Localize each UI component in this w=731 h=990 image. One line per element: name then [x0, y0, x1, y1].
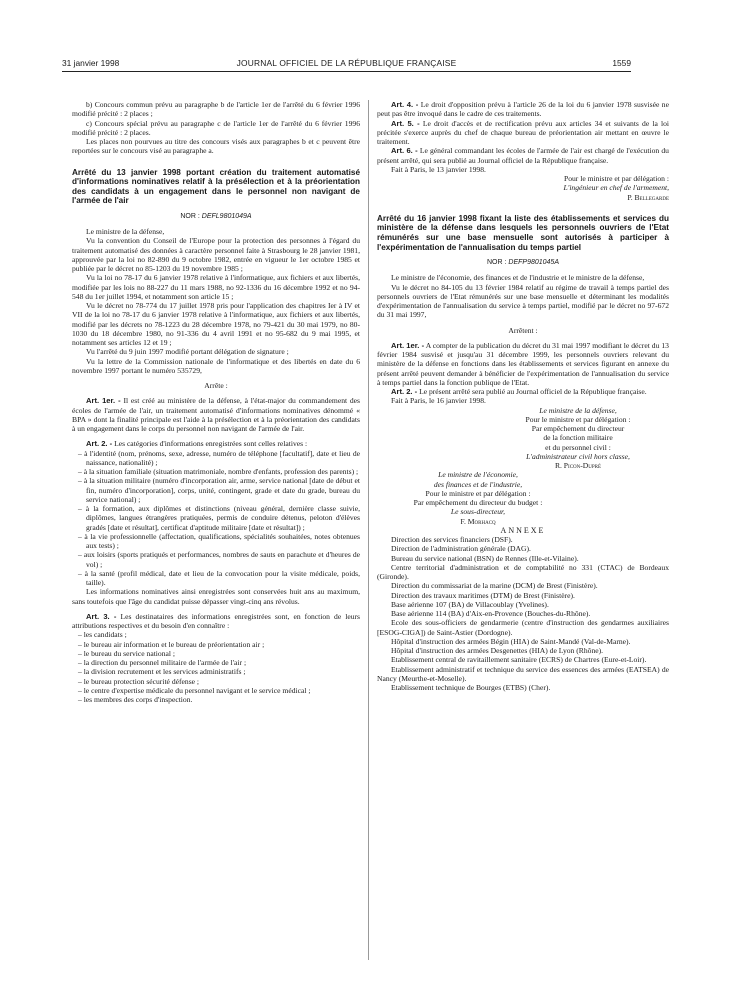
- paragraph: Le ministre de l'économie, des finances et de l'industrie et le ministre de la défense,: [391, 273, 645, 283]
- list-item: – à la situation familiale (situation matrimoniale, nombre d'enfants, profession des parents) ;: [78, 467, 359, 477]
- column-divider: [368, 100, 369, 960]
- article-label: Art. 6. -: [391, 146, 418, 156]
- article-text: Le général commandant les écoles de l'armée de l'air est chargé de l'exécution du présent arrêté, qui sera publié au Journal officiel de la République française.: [377, 146, 669, 165]
- annex-item: Ecole des sous-officiers de gendarmerie (centre d'instruction des gendarmes auxiliaires [ESOG-CIGA]) de Saint-Astier (Dordogne).: [377, 618, 669, 637]
- decree-title: Arrêté du 13 janvier 1998 portant création du traitement automatisé d'informations nominatives relatif à la présélection et à la préorientation des candidats à un engagement dans le personnel non navigant de l'armée de l'air: [72, 167, 360, 206]
- annex-heading: ANNEXE: [500, 525, 546, 535]
- article-label: Art. 2. -: [86, 439, 113, 449]
- article-2: [72, 439, 360, 448]
- header-rule: [62, 71, 631, 72]
- annex-item: Direction du commissariat de la marine (DCM) de Brest (Finistère).: [391, 581, 598, 591]
- paragraph: Les informations nominatives ainsi enregistrées sont conservées huit ans au maximum, sans toutefois que l'âge du candidat puisse dépasser vingt-cinq ans révolus.: [72, 587, 360, 606]
- annex-item: Etablissement central de ravitaillement sanitaire (ECRS) de Chartres (Eure-et-Loir).: [391, 655, 647, 665]
- left-column: [72, 100, 360, 704]
- arrete-heading: Arrête :: [204, 381, 228, 391]
- nor-code: DEFP9801045A: [508, 259, 559, 267]
- list-item: – à la situation militaire (numéro d'incorporation air, arme, service national [date de début et fin, numéro d'incorporation], corps, unité, contingent, grade et date du grade, bureau du service national) ;: [78, 476, 360, 504]
- annex-item: Direction des services financiers (DSF).: [391, 535, 513, 545]
- article-text: Le droit d'opposition prévu à l'article 26 de la loi du 6 janvier 1978 susvisée ne peut pas être invoqué dans le cadre de ces traitements.: [377, 100, 669, 119]
- article-text: Le présent arrêté sera publié au Journal officiel de la République française.: [419, 387, 647, 397]
- signature-line: Pour le ministre et par délégation :: [425, 488, 531, 498]
- list-item: – à la santé (profil médical, date et lieu de la convocation pour la visite médicale, poids, taille).: [78, 568, 360, 588]
- article-text: Les catégories d'informations enregistrées sont celles relatives :: [114, 439, 308, 449]
- header-page-number: 1559: [612, 58, 631, 68]
- list-item: – le bureau du service national ;: [78, 648, 175, 658]
- annex-item: Etablissement administratif et technique du service des essences des armées (EATSEA) de Nancy (Meurthe-et-Moselle).: [377, 664, 669, 683]
- nor-label: NOR :: [180, 212, 200, 220]
- signature-line: de la fonction militaire: [543, 433, 613, 443]
- signature-line: L'administrateur civil hors classe,: [526, 451, 630, 461]
- nor-code: DEFL9801049A: [201, 212, 252, 220]
- signature-block-economy: [377, 470, 579, 526]
- list-item: – les membres des corps d'inspection.: [78, 695, 193, 705]
- annex-item: Direction des travaux maritimes (DTM) de Brest (Finistère).: [391, 590, 575, 600]
- annex-item: Etablissement technique de Bourges (ETBS) (Cher).: [391, 683, 551, 693]
- list-item: – le centre d'expertise médicale du personnel navigant et le service médical ;: [78, 685, 311, 695]
- nor-reference: [72, 212, 360, 221]
- page-header: [62, 58, 631, 72]
- annex-item: Centre territorial d'administration et de comptabilité no 331 (CTAC) de Bordeaux (Gironde).: [377, 562, 669, 582]
- article-6: [377, 146, 669, 165]
- paragraph: b) Concours commun prévu au paragraphe b de l'article 1er de l'arrêté du 6 février 1996 modifié précité : 2 places ;: [72, 100, 360, 119]
- paragraph: Le ministre de la défense,: [86, 227, 165, 237]
- article-4: [377, 100, 669, 119]
- signature-line: Pour le ministre et par délégation :: [563, 174, 669, 183]
- article-2: [377, 387, 669, 396]
- arretent-heading: Arrêtent :: [508, 325, 538, 335]
- signature-line: Le ministre de la défense,: [539, 405, 617, 415]
- article-text: Il est créé au ministère de la défense, à l'état-major du commandement des écoles de l'armée de l'air, un traitement automatisé d'informations nominatives dénommé « BPA » dont la finalité principale est l'aide à la présélection et à la préorientation des candidats à un engagement dans le corps du personnel non navigant de l'armée de l'air.: [72, 396, 361, 434]
- list-item: – le bureau protection sécurité défense ;: [78, 676, 200, 686]
- annex-item: Bureau du service national (BSN) de Rennes (Ille-et-Vilaine).: [391, 553, 579, 563]
- signature-block-defense: [487, 406, 669, 471]
- signatory-name: P. Bellegarde: [627, 192, 669, 202]
- list-item: – les candidats ;: [78, 630, 127, 640]
- right-column: [377, 100, 669, 692]
- paragraph: Vu la convention du Conseil de l'Europe pour la protection des personnes à l'égard du traitement automatisé des données à caractère personnel faite à Strasbourg le 28 janvier 1981, approuvée par la loi no 82-890 du 9 octobre 1982, entrée en vigueur le 1er octobre 1985 et publiée par le décret no 85-1203 du 19 novembre 1985 ;: [72, 236, 360, 274]
- annex-item: Base aérienne 107 (BA) de Villacoublay (Yvelines).: [391, 599, 549, 609]
- article-label: Art. 4. -: [391, 100, 419, 109]
- signature-line: des finances et de l'industrie,: [433, 479, 523, 489]
- paragraph: Vu la lettre de la Commission nationale de l'informatique et des libertés en date du 6 novembre 1997 portant le numéro 535729,: [72, 356, 360, 375]
- signature-line: Le sous-directeur,: [450, 507, 506, 517]
- header-journal-title: JOURNAL OFFICIEL DE LA RÉPUBLIQUE FRANÇAISE: [236, 58, 457, 68]
- header-date: 31 janvier 1998: [62, 58, 120, 68]
- signature-line: Par empêchement du directeur du budget :: [413, 498, 543, 508]
- paragraph: c) Concours spécial prévu au paragraphe c de l'article 1er de l'arrêté du 6 février 1996 modifié précité : 2 places.: [72, 118, 360, 137]
- article-label: Art. 2. -: [391, 387, 418, 397]
- article-text: Les destinataires des informations enregistrées sont, en fonction de leurs attributions respectives et du besoin d'en connaître :: [72, 611, 360, 631]
- article-label: Art. 5. -: [391, 118, 420, 128]
- article-5: [377, 119, 669, 147]
- annex-item: Hôpital d'instruction des armées Desgenettes (HIA) de Lyon (Rhône).: [391, 646, 604, 656]
- article-text: A compter de la publication du décret du 31 mai 1997 modifiant le décret du 13 février 1984 susvisé et jusqu'au 31 décembre 1999, les personnels ouvriers relevant du ministère de la défense en fonctions dans les établissements et services figurant en annexe du présent arrêté peuvent demander à bénéficier de l'expérimentation de l'annualisation du service à temps partiel dans la fonction publique de l'Etat.: [377, 340, 669, 387]
- paragraph: Les places non pourvues au titre des concours visés aux paragraphes b et c peuvent être reportées sur le concours visé au paragraphe a.: [72, 137, 360, 156]
- paragraph: Vu l'arrêté du 9 juin 1997 modifié portant délégation de signature ;: [86, 347, 289, 357]
- nor-reference: [377, 258, 669, 267]
- signature-line: et du personnel civil :: [545, 442, 611, 452]
- annex-item: Base aérienne 114 (BA) d'Aix-en-Provence (Bouches-du-Rhône).: [391, 609, 591, 619]
- paragraph: Vu le décret no 78-774 du 17 juillet 1978 pris pour l'application des chapitres Ier à IV et VII de la loi no 78-17 du 6 janvier 1978 relative à l'informatique, aux fichiers et aux libertés, modifié par les décrets no 78-1223 du 28 décembre 1978, no 79-421 du 30 mai 1979, no 80-1030 du 18 décembre 1980, no 91-336 du 4 avril 1991 et no 95-682 du 9 mai 1995, et notamment ses articles 12 et 19 ;: [72, 301, 360, 348]
- article-label: Art. 1er. -: [86, 396, 121, 406]
- list-item: – aux loisirs (sports pratiqués et performances, nombres de sauts en parachute et d'heures de vol) ;: [78, 550, 360, 569]
- list-item: – la direction du personnel militaire de l'armée de l'air ;: [78, 658, 247, 668]
- article-3: [72, 612, 360, 631]
- nor-label: NOR :: [487, 259, 507, 267]
- signing-place-date: Fait à Paris, le 16 janvier 1998.: [391, 396, 486, 406]
- article-text: Le droit d'accès et de rectification prévu aux articles 34 et suivants de la loi précitée s'exerce auprès du chef de chaque bureau de préorientation air mettant en œuvre le traitement.: [377, 118, 669, 146]
- signatory-name: F. Morhacq: [460, 516, 496, 526]
- decree-title: Arrêté du 16 janvier 1998 fixant la liste des établissements et services du ministère de la défense dans lesquels les personnels ouvriers de l'Etat rémunérés sur une base mensuelle sont autorisés à participer à l'expérimentation de l'annualisation du temps partiel: [377, 213, 669, 252]
- annex-item: Direction de l'administration générale (DAG).: [391, 544, 531, 554]
- signing-place-date: Fait à Paris, le 13 janvier 1998.: [391, 164, 486, 174]
- paragraph: Vu le décret no 84-105 du 13 février 1984 relatif au régime de travail à temps partiel des personnels ouvriers de l'Etat rémunérés sur une base mensuelle et déterminant les modalités d'expérimentation de l'annualisation du service à temps partiel, modifié par le décret no 97-672 du 31 mai 1997,: [377, 282, 669, 320]
- list-item: – le bureau air information et le bureau de préorientation air ;: [78, 639, 265, 649]
- signatory-name: R. Picon-Dupré: [554, 461, 602, 471]
- signature-line: Par empêchement du directeur: [531, 424, 625, 434]
- article-label: Art. 3. -: [86, 611, 117, 621]
- article-label: Art. 1er. -: [391, 340, 425, 350]
- annex-item: Hôpital d'instruction des armées Bégin (HIA) de Saint-Mandé (Val-de-Marne).: [391, 636, 631, 646]
- signature-line: L'ingénieur en chef de l'armement,: [563, 183, 669, 193]
- article-1: [72, 396, 360, 433]
- list-item: – la division recrutement et les services administratifs ;: [78, 667, 246, 677]
- list-item: – à l'identité (nom, prénoms, sexe, adresse, numéro de téléphone [facultatif], date et lieu de naissance, nationalité) ;: [78, 448, 360, 467]
- list-item: – à la formation, aux diplômes et distinctions (niveau général, dernière classe suivie, diplômes, langues étrangères pratiquées, permis de conduire détenus, peloton d'élèves gradés [date et résultat], certificat d'aptitude militaire [date et résultat]) ;: [78, 504, 360, 532]
- paragraph: Vu la loi no 78-17 du 6 janvier 1978 relative à l'informatique, aux fichiers et aux libertés, modifiée par les lois no 88-227 du 11 mars 1988, no 92-1336 du 16 décembre 1992 et no 94-548 du 1er juillet 1994, et notamment son article 15 ;: [72, 273, 360, 301]
- article-1: [377, 341, 669, 387]
- list-item: – à la vie professionnelle (affectation, qualifications, spécialités souhaitées, notes obtenues aux tests) ;: [78, 531, 360, 551]
- signature-line: Le ministre de l'économie,: [438, 470, 518, 480]
- signature-line: Pour le ministre et par délégation :: [525, 414, 631, 424]
